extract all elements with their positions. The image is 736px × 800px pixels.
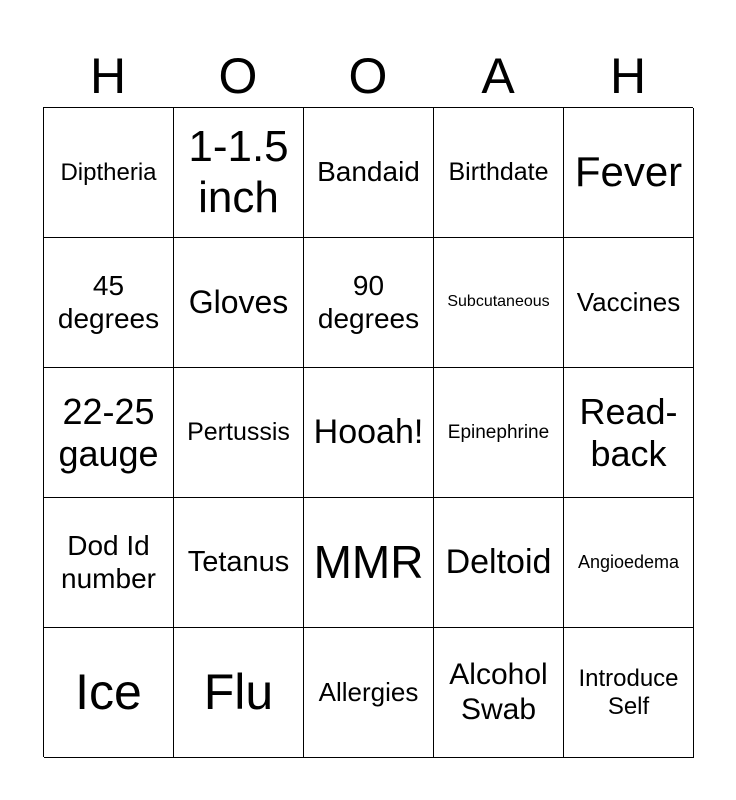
bingo-cell[interactable]: Tetanus xyxy=(174,498,304,628)
bingo-cell[interactable]: 90 degrees xyxy=(304,238,434,368)
header-letter-3: O xyxy=(348,48,388,104)
bingo-cell[interactable]: 45 degrees xyxy=(44,238,174,368)
bingo-cell[interactable]: Hooah! xyxy=(304,368,434,498)
bingo-cell[interactable]: Birthdate xyxy=(434,108,564,238)
bingo-cell[interactable]: Alcohol Swab xyxy=(434,628,564,758)
bingo-cell[interactable]: Angioedema xyxy=(564,498,694,628)
bingo-cell[interactable]: Read-back xyxy=(564,368,694,498)
bingo-cell[interactable]: Deltoid xyxy=(434,498,564,628)
bingo-cell[interactable]: Bandaid xyxy=(304,108,434,238)
bingo-cell[interactable]: 22-25 gauge xyxy=(44,368,174,498)
bingo-cell[interactable]: Diptheria xyxy=(44,108,174,238)
bingo-cell[interactable]: Introduce Self xyxy=(564,628,694,758)
bingo-cell[interactable]: Fever xyxy=(564,108,694,238)
header-letter-2: O xyxy=(218,48,258,104)
bingo-cell[interactable]: Gloves xyxy=(174,238,304,368)
bingo-cell[interactable]: Epinephrine xyxy=(434,368,564,498)
bingo-cell[interactable]: Ice xyxy=(44,628,174,758)
header-letter-1: H xyxy=(89,48,127,104)
bingo-board xyxy=(43,107,693,757)
bingo-cell[interactable]: Flu xyxy=(174,628,304,758)
bingo-cell[interactable]: Dod Id number xyxy=(44,498,174,628)
header-letter-5: H xyxy=(609,48,647,104)
header-letter-4: A xyxy=(481,48,515,104)
bingo-cell[interactable]: 1-1.5 inch xyxy=(174,108,304,238)
bingo-cell[interactable]: Vaccines xyxy=(564,238,694,368)
bingo-cell[interactable]: Pertussis xyxy=(174,368,304,498)
bingo-header xyxy=(43,40,693,108)
bingo-cell[interactable]: Allergies xyxy=(304,628,434,758)
bingo-cell[interactable]: MMR xyxy=(304,498,434,628)
bingo-cell[interactable]: Subcutaneous xyxy=(434,238,564,368)
